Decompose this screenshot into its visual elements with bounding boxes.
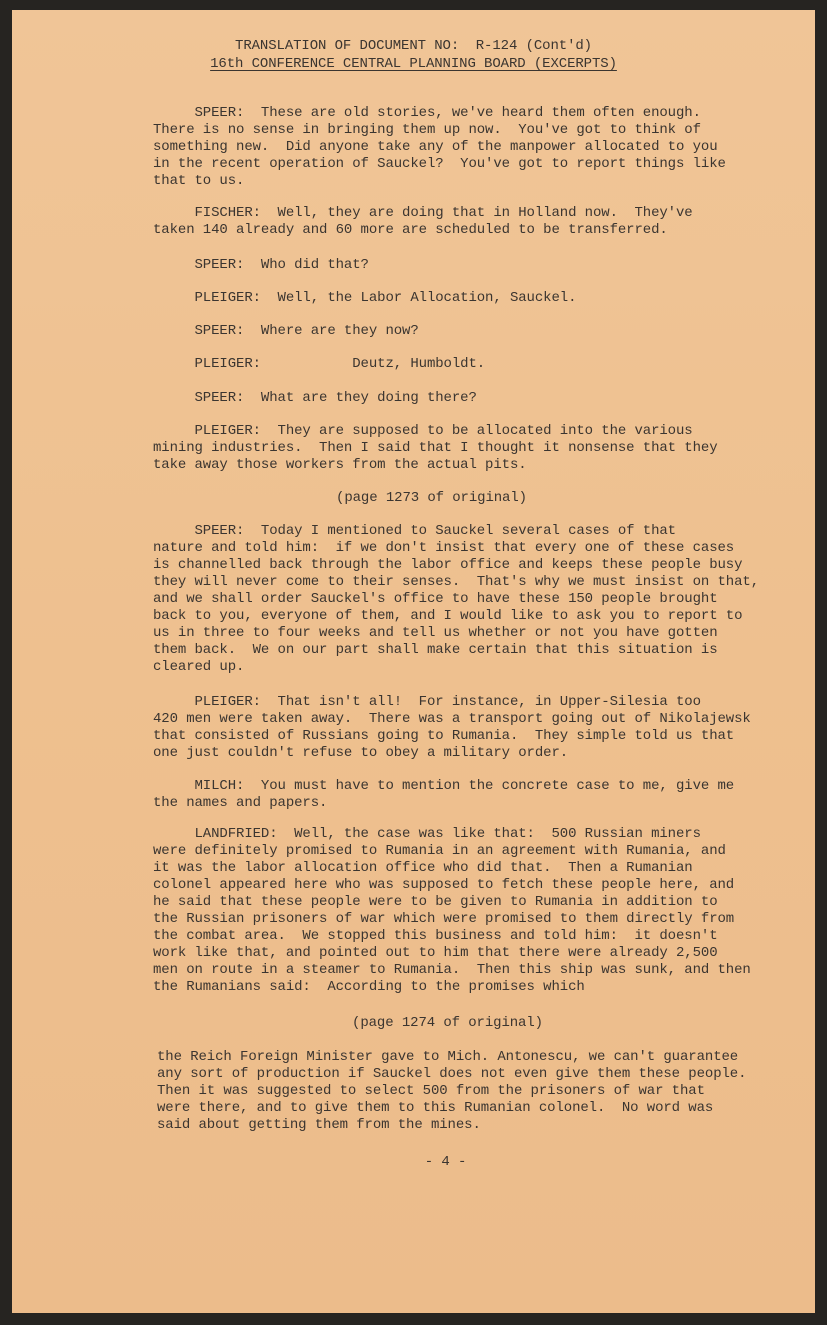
paragraph-speer-1: SPEER: These are old stories, we've heard them often enough. There is no sense in bringing them up now. You've got to think of something new. Did anyone take any of the manpower allocated to you in the recent operation of Sauckel? You've got to report things like that to us. (153, 105, 726, 189)
paragraph-landfried: LANDFRIED: Well, the case was like that: 500 Russian miners were definitely promised to Rumania in an agreement with Rumania, and it was the labor allocation office who did that. Then a Rumanian colonel appeared here who was supposed to fetch these people here, and he said that these people were to be given to Rumania in addition to the Russian prisoners of war which were promised to them directly from the combat area. We stopped this business and told him: it doesn't work like that, and pointed out to him that there were already 2,500 men on route in a steamer to Rumania. Then this ship was sunk, and then the Rumanians said: According to the promises which (153, 826, 751, 995)
paragraph-speer-2: SPEER: Who did that? (153, 257, 369, 273)
paragraph-pleiger-2: PLEIGER: Deutz, Humboldt. (153, 356, 486, 372)
document-page (12, 10, 815, 1313)
paragraph-pleiger-3: PLEIGER: They are supposed to be allocated into the various mining industries. Then I said that I thought it nonsense that they take away those workers from the actual pits. (153, 423, 718, 473)
page-reference: (page 1273 of original) (336, 490, 527, 506)
page-number: - 4 - (424, 1154, 467, 1170)
paragraph-pleiger-4: PLEIGER: That isn't all! For instance, in Upper-Silesia too 420 men were taken away. There was a transport going out of Nikolajewsk that consisted of Russians going to Rumania. They simple told us that one just couldn't refuse to obey a military order. (153, 694, 751, 761)
paragraph-continuation: the Reich Foreign Minister gave to Mich. Antonescu, we can't guarantee any sort of production if Sauckel does not even give them these people. Then it was suggested to select 500 from the prisoners of war that were there, and to give them to this Rumanian colonel. No word was said about getting them from the mines. (157, 1049, 747, 1133)
paragraph-fischer: FISCHER: Well, they are doing that in Holland now. They've taken 140 already and 60 more are scheduled to be transferred. (153, 205, 693, 238)
page-reference: (page 1274 of original) (352, 1015, 543, 1031)
paragraph-speer-4: SPEER: What are they doing there? (153, 390, 477, 406)
paragraph-speer-5: SPEER: Today I mentioned to Sauckel several cases of that nature and told him: if we don't insist that every one of these cases is channelled back through the labor office and keeps these people busy they will never come to their senses. That's why we must insist on that, and we shall order Sauckel's office to have these 150 people brought back to you, everyone of them, and I would like to ask you to report to us in three to four weeks and tell us whether or not you have gotten them back. We on our part shall make certain that this situation is cleared up. (153, 523, 760, 675)
document-subtitle: 16th CONFERENCE CENTRAL PLANNING BOARD (EXCERPTS) (210, 56, 617, 72)
paragraph-milch: MILCH: You must have to mention the concrete case to me, give me the names and papers. (153, 778, 735, 811)
paragraph-speer-3: SPEER: Where are they now? (153, 323, 419, 339)
paragraph-pleiger-1: PLEIGER: Well, the Labor Allocation, Sauckel. (153, 290, 577, 306)
document-title: TRANSLATION OF DOCUMENT NO: R-124 (Cont'd) (235, 38, 592, 54)
